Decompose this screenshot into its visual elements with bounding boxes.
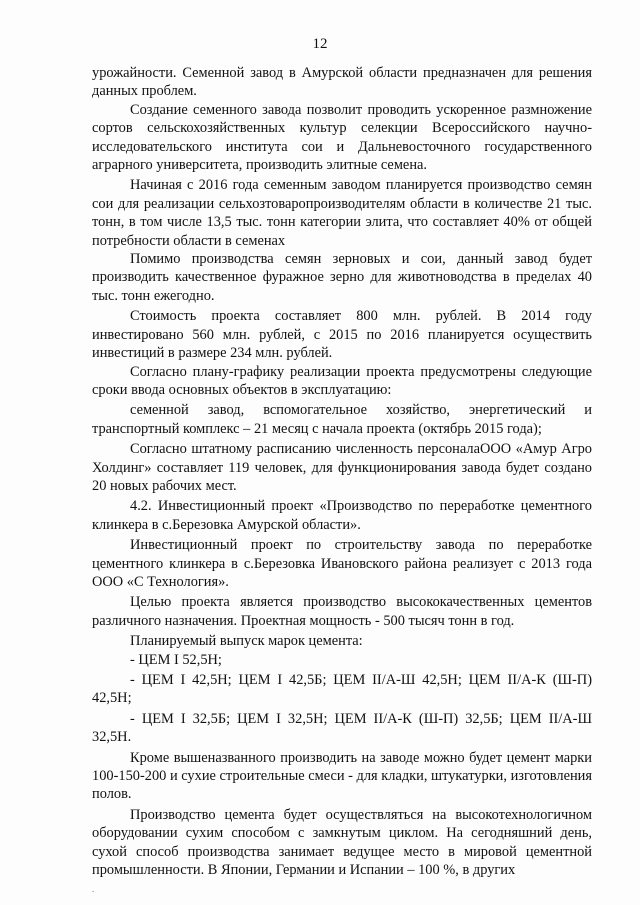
paragraph: Целью проекта является производство высококачественных цементов различного назначения. Проектная мощность - 500 тысяч тонн в год. bbox=[92, 594, 592, 629]
list-item: - ЦЕМ I 32,5Б; ЦЕМ I 32,5Н; ЦЕМ II/А-К (Ш-П) 32,5Б; ЦЕМ II/А-Ш 32,5Н. bbox=[92, 710, 592, 746]
list-item: - ЦЕМ I 52,5Н; bbox=[130, 651, 222, 668]
paragraph: Согласно штатному расписанию численность персоналаООО «Амур Агро Холдинг» составляет 119 человек, для функционирования завода будет создано 20 новых рабочих мест. bbox=[92, 441, 592, 494]
paragraph: Инвестиционный проект по строительству завода по переработке цементного клинкера в с.Березовка Ивановского района реализует с 2013 года ООО «С Технология». bbox=[92, 537, 592, 590]
document-body bbox=[92, 64, 592, 879]
page-number: 12 bbox=[312, 36, 328, 52]
paragraph: урожайности. Семенной завод в Амурской области предназначен для решения данных проблем. bbox=[92, 65, 592, 100]
paragraph: Помимо производства семян зерновых и сои, данный завод будет производить качественное фуражное зерно для животноводства в пределах 40 тыс. тонн ежегодно. bbox=[92, 251, 592, 304]
scan-mark: . bbox=[92, 884, 95, 894]
paragraph: Начиная с 2016 года семенным заводом планируется производство семян сои для реализации сельхозтоваропроизводителям области в количестве 21 тыс. тонн, в том числе 13,5 тыс. тонн категории элита, что составляет 40% от общей потребности области в семенах bbox=[92, 177, 592, 249]
paragraph: Создание семенного завода позволит проводить ускоренное размножение сортов сельскохозяйственных культур селекции Всероссийского научно-исследовательского института сои и Дальневосточного государственного аграрного университета, производить элитные семена. bbox=[92, 101, 592, 174]
paragraph: Планируемый выпуск марок цемента: bbox=[130, 633, 363, 650]
paragraph: Согласно плану-графику реализации проекта предусмотрены следующие сроки ввода основных объектов в эксплуатацию: bbox=[92, 363, 592, 398]
paragraph: семенной завод, вспомогательное хозяйство, энергетический и транспортный комплекс – 21 месяц с начала проекта (октябрь 2015 года); bbox=[92, 402, 592, 437]
paragraph: Производство цемента будет осуществляться на высокотехнологичном оборудовании сухим способом с замкнутым циклом. На сегодняшний день, сухой способ производства занимает ведущее место в мировой цементной промышленности. В Японии, Германии и Испании – 100 %, в других bbox=[92, 806, 592, 879]
paragraph: Кроме вышеназванного производить на заводе можно будет цемент марки 100-150-200 и сухие строительные смеси - для кладки, штукатурки, изготовления полов. bbox=[92, 749, 593, 803]
paragraph: Стоимость проекта составляет 800 млн. рублей. В 2014 году инвестировано 560 млн. рублей, с 2015 по 2016 планируется осуществить инвестиций в размере 234 млн. рублей. bbox=[92, 308, 592, 362]
section-heading: 4.2. Инвестиционный проект «Производство по переработке цементного клинкера в с.Березовка Амурской области». bbox=[92, 498, 592, 533]
list-item: - ЦЕМ I 42,5Н; ЦЕМ I 42,5Б; ЦЕМ II/А-Ш 42,5Н; ЦЕМ II/А-К (Ш-П) 42,5Н; bbox=[92, 672, 592, 707]
